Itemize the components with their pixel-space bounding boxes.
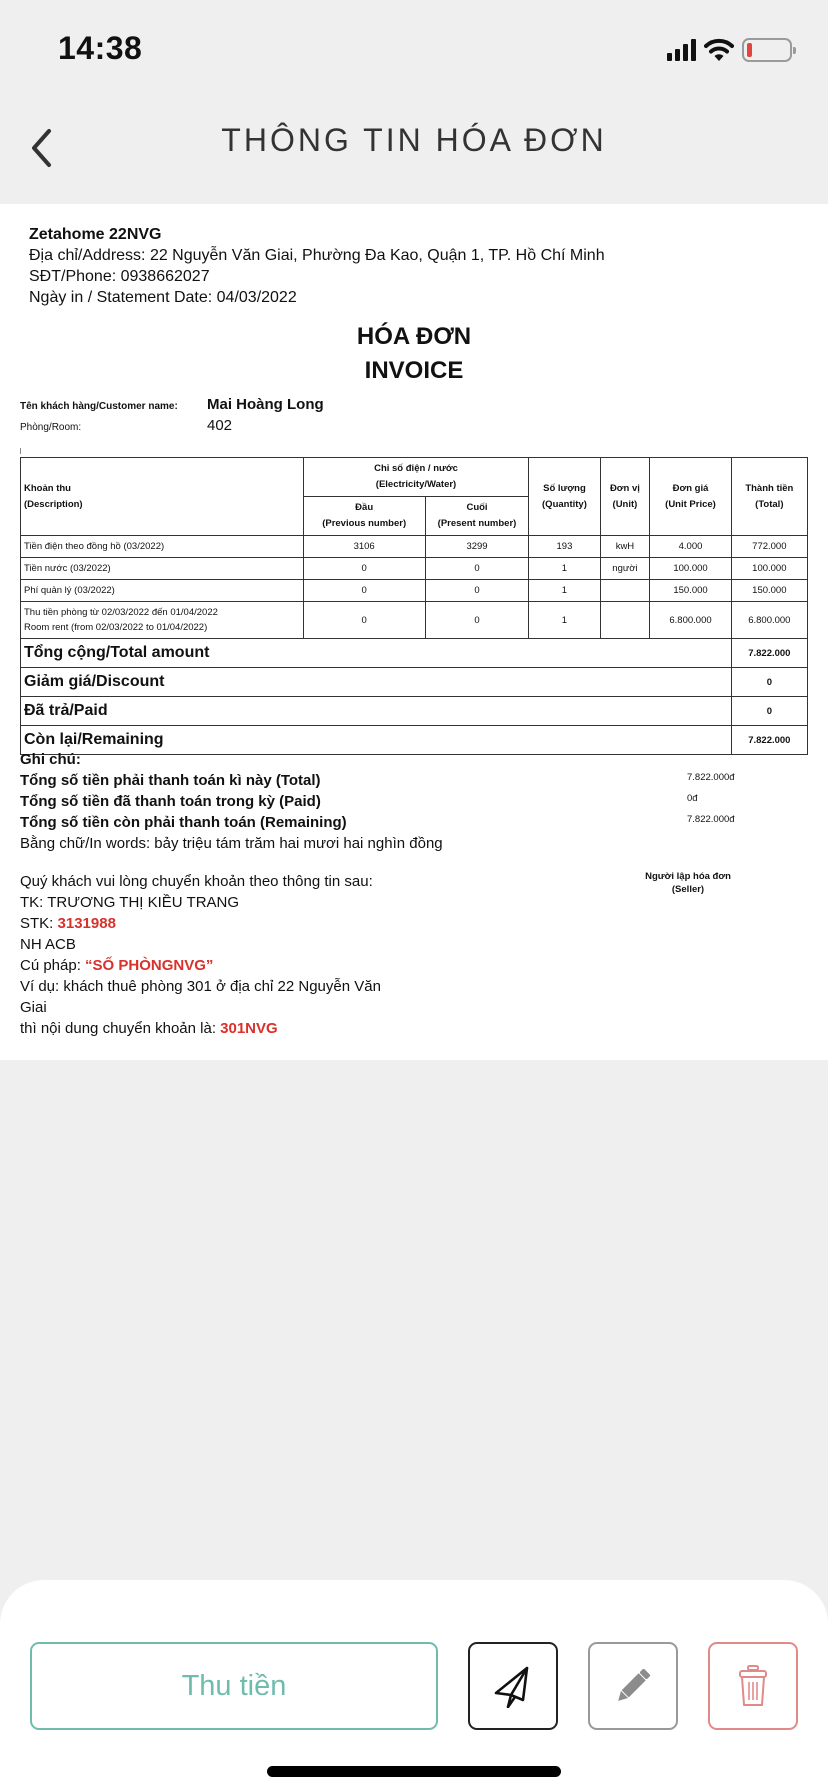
header-unit-price-en: (Unit Price) (665, 498, 716, 510)
account-number-label: STK: (20, 915, 58, 932)
summary-row-discount (21, 668, 808, 697)
header-previous-vi: Đầu (355, 502, 374, 513)
row-description-line: Room rent (from 02/03/2022 to 01/04/2022) (24, 622, 208, 633)
row-unit: người (600, 558, 650, 580)
transfer-content-value: 301NVG (220, 1020, 278, 1037)
account-number: 3131988 (57, 915, 116, 932)
row-present: 0 (425, 558, 529, 580)
row-total: 150.000 (731, 580, 807, 602)
paper-plane-icon (493, 1664, 533, 1708)
page-title: THÔNG TIN HÓA ĐƠN (221, 122, 607, 158)
header-present-vi: Cuối (466, 502, 488, 513)
header-description-vi: Khoản thu (24, 482, 71, 494)
notes-total-label: Tổng số tiền phải thanh toán kì này (Total) (20, 772, 321, 789)
seller-signature (628, 870, 748, 896)
row-quantity: 1 (529, 558, 600, 580)
action-bar (0, 1580, 828, 1792)
syntax-value: “SỐ PHÒNGNVG” (85, 957, 214, 974)
summary-amount: 0 (731, 668, 807, 697)
header-unit (600, 458, 650, 536)
notes-remaining (20, 812, 808, 833)
summary-amount: 7.822.000 (731, 726, 807, 755)
row-total: 6.800.000 (731, 602, 807, 639)
invoice-document (0, 204, 828, 1060)
row-unit (600, 580, 650, 602)
header-description (21, 458, 304, 536)
summary-amount: 7.822.000 (731, 639, 807, 668)
notes-remaining-value: 7.822.000đ (687, 814, 735, 825)
row-unit-price: 150.000 (650, 580, 731, 602)
notes-remaining-label: Tổng số tiền còn phải thanh toán (Remaining) (20, 814, 347, 831)
row-description-line: Tiền điện theo đồng hồ (03/2022) (24, 541, 165, 552)
header-meter-group (303, 458, 529, 497)
table-row (21, 580, 808, 602)
table-row (21, 558, 808, 580)
row-present: 0 (425, 580, 529, 602)
account-number-line (20, 913, 420, 934)
transfer-content-label: thì nội dung chuyển khoản là: (20, 1020, 221, 1037)
row-description (21, 536, 304, 558)
row-description (21, 602, 304, 639)
header-unit-price (650, 458, 731, 536)
header-present (425, 497, 529, 536)
notes-section (20, 749, 808, 854)
row-total: 772.000 (731, 536, 807, 558)
company-address: Địa chỉ/Address: 22 Nguyễn Văn Giai, Phường Đa Kao, Quận 1, TP. Hồ Chí Minh (29, 247, 605, 264)
trash-icon (735, 1664, 771, 1708)
company-info (29, 224, 605, 308)
battery-level (747, 43, 752, 57)
invoice-table (20, 457, 808, 755)
header-previous (303, 497, 425, 536)
seller-label-vi: Người lập hóa đơn (645, 871, 731, 882)
row-unit-price: 6.800.000 (650, 602, 731, 639)
status-bar (0, 0, 828, 100)
notes-paid-label: Tổng số tiền đã thanh toán trong kỳ (Paid) (20, 793, 321, 810)
customer-name-label: Tên khách hàng/Customer name: (20, 401, 178, 412)
example-line-2: Giai (20, 999, 47, 1016)
row-description (21, 558, 304, 580)
tick-mark (20, 448, 21, 454)
row-description (21, 580, 304, 602)
table-header-row (21, 458, 808, 497)
header-quantity-vi: Số lượng (543, 482, 586, 494)
header-total-vi: Thành tiền (745, 482, 794, 494)
transfer-content-line (20, 1018, 420, 1039)
customer-name: Mai Hoàng Long (207, 396, 324, 413)
notes-paid-value: 0đ (687, 793, 698, 804)
home-indicator[interactable] (267, 1766, 561, 1777)
row-description-line: Tiền nước (03/2022) (24, 563, 111, 574)
transfer-info (20, 871, 420, 1039)
row-unit: kwH (600, 536, 650, 558)
room-number: 402 (207, 417, 233, 434)
summary-amount: 0 (731, 697, 807, 726)
header-quantity (529, 458, 600, 536)
notes-total-value: 7.822.000đ (687, 772, 735, 783)
row-description-line: Phí quản lý (03/2022) (24, 585, 115, 596)
row-total: 100.000 (731, 558, 807, 580)
signal-icon (667, 39, 696, 61)
nav-bar (0, 100, 828, 200)
transfer-intro: Quý khách vui lòng chuyển khoản theo thông tin sau: (20, 873, 373, 890)
row-previous: 0 (303, 580, 425, 602)
wifi-icon (704, 38, 734, 62)
table-row (21, 602, 808, 639)
status-time: 14:38 (58, 30, 143, 66)
row-present: 3299 (425, 536, 529, 558)
header-description-en: (Description) (24, 498, 83, 510)
header-unit-en: (Unit) (612, 498, 638, 510)
example-line-1: Ví dụ: khách thuê phòng 301 ở địa chỉ 22 Nguyễn Văn (20, 978, 381, 995)
row-unit (600, 602, 650, 639)
header-unit-vi: Đơn vị (609, 482, 640, 494)
header-quantity-en: (Quantity) (542, 498, 587, 510)
send-button[interactable] (468, 1642, 558, 1730)
status-icons (667, 38, 792, 62)
collect-payment-button[interactable]: Thu tiền (30, 1642, 438, 1730)
bank-name: NH ACB (20, 936, 76, 953)
notes-heading: Ghi chú: (20, 751, 81, 768)
table-row (21, 536, 808, 558)
notes-in-words: Bằng chữ/In words: bảy triệu tám trăm hai mươi hai nghìn đồng (20, 835, 443, 852)
delete-button[interactable] (708, 1642, 798, 1730)
invoice-title-en: INVOICE (364, 357, 464, 384)
summary-row-paid (21, 697, 808, 726)
room-label: Phòng/Room: (20, 422, 82, 433)
row-present: 0 (425, 602, 529, 639)
customer-info (20, 396, 324, 438)
row-unit-price: 4.000 (650, 536, 731, 558)
header-total-en: (Total) (755, 498, 784, 510)
row-quantity: 1 (529, 602, 600, 639)
header-meter-en: (Electricity/Water) (375, 479, 457, 490)
seller-label-en: (Seller) (671, 884, 705, 895)
summary-label: Đã trả/Paid (21, 697, 732, 726)
invoice-title-vi: HÓA ĐƠN (356, 323, 472, 350)
pencil-icon (611, 1664, 655, 1708)
company-phone: SĐT/Phone: 0938662027 (29, 268, 210, 285)
row-description-line: Thu tiền phòng từ 02/03/2022 đến 01/04/2022 (24, 607, 218, 618)
edit-button[interactable] (588, 1642, 678, 1730)
row-quantity: 193 (529, 536, 600, 558)
summary-row-total (21, 639, 808, 668)
company-name: Zetahome 22NVG (29, 226, 162, 243)
summary-label: Tổng cộng/Total amount (21, 639, 732, 668)
header-meter-vi: Chỉ số điện / nước (374, 463, 458, 474)
row-quantity: 1 (529, 580, 600, 602)
header-previous-en: (Previous number) (322, 518, 407, 529)
summary-label: Giảm giá/Discount (21, 668, 732, 697)
row-unit-price: 100.000 (650, 558, 731, 580)
syntax-label: Cú pháp: (20, 957, 86, 974)
row-previous: 3106 (303, 536, 425, 558)
row-previous: 0 (303, 602, 425, 639)
header-unit-price-vi: Đơn giá (672, 482, 709, 494)
battery-low-icon (742, 38, 792, 62)
syntax-line (20, 955, 420, 976)
header-present-en: (Present number) (437, 518, 517, 529)
summary-label: Còn lại/Remaining (21, 726, 732, 755)
account-name: TK: TRƯƠNG THỊ KIỀU TRANG (20, 894, 240, 911)
invoice-title (0, 320, 828, 388)
header-total (731, 458, 807, 536)
row-previous: 0 (303, 558, 425, 580)
statement-date: Ngày in / Statement Date: 04/03/2022 (29, 289, 297, 306)
